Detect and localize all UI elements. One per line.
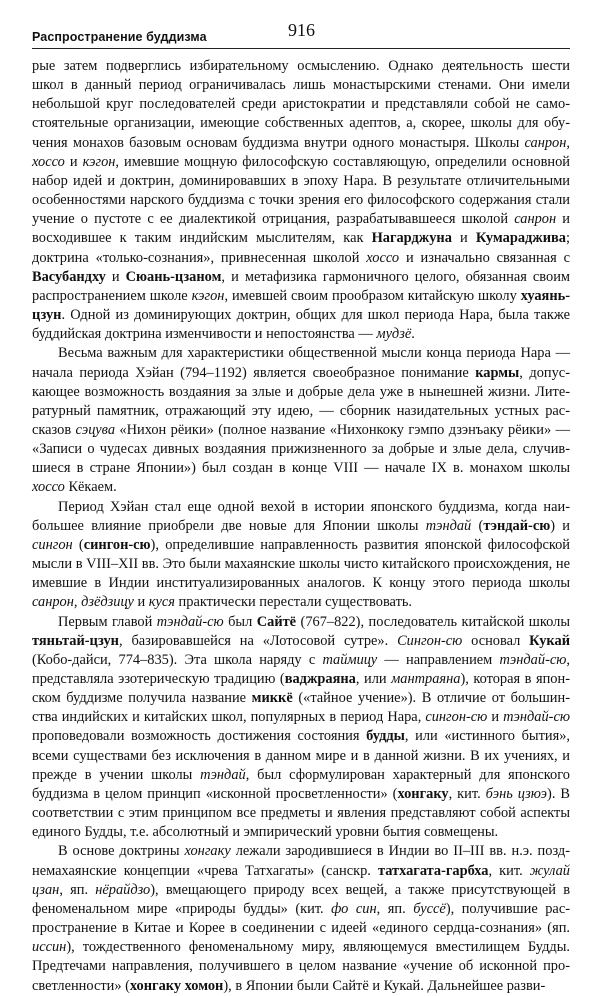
- text-run: , яп.: [59, 881, 96, 898]
- text-run: (767–822), последователь китайской школы: [296, 613, 570, 630]
- bold-term: татхагата-гарбха: [377, 862, 489, 879]
- bold-term: миккё: [251, 690, 293, 707]
- text-run: , имевшие мощную философскую составляющую, определили основной набор идей и доктрин, доминировавших в эпоху Нара. В результате отличительными особенностями нарского буддизма с точки зрения его философского содержания стали учение о пустоте с ее диалектикой отрицания, разрабатывавшееся школой: [32, 153, 570, 228]
- paragraph: [32, 498, 570, 613]
- text-run: и: [105, 268, 126, 285]
- text-run: и изначально связанная с: [399, 249, 570, 266]
- italic-term: Сингон-сю: [397, 632, 463, 649]
- text-run: .: [411, 326, 415, 343]
- italic-term: таймицу: [322, 651, 378, 668]
- bold-term: хонгаку: [397, 785, 449, 802]
- body-text: [32, 57, 570, 996]
- text-run: (: [471, 517, 484, 534]
- italic-term: тэндай: [425, 517, 472, 534]
- text-run: практически перестали существовать.: [174, 594, 413, 611]
- bold-term: хонгаку хомон: [129, 977, 224, 994]
- paragraph: [32, 613, 570, 843]
- text-run: ; доктрина «только-сознания», привнесенная школой: [32, 230, 570, 266]
- paragraph: [32, 57, 570, 344]
- text-run: , кит.: [488, 862, 530, 879]
- italic-term: тэндай-сю: [499, 651, 567, 668]
- text-run: ), в Японии были Сайтё и Кукай. Дальнейшее разви-: [223, 977, 546, 994]
- italic-term: куся: [148, 594, 175, 611]
- running-section-title: Распространение буддизма: [32, 30, 207, 44]
- text-run: и: [451, 230, 476, 247]
- italic-term: нёрайдзо: [95, 881, 151, 898]
- text-run: ), которая в японском буддизме получила название: [32, 671, 570, 707]
- italic-term: хоссо: [32, 479, 65, 496]
- italic-term: кэгон: [82, 153, 116, 170]
- text-run: , имевшей своим прообразом китайскую школу: [224, 287, 521, 304]
- text-run: ), вмещающего природу всех вещей, а также присутствующей в феноменальном мире «природы будды» (кит.: [32, 881, 570, 917]
- bold-term: Кукай: [529, 632, 570, 649]
- text-run: (: [72, 536, 84, 553]
- italic-term: санрон: [524, 134, 567, 151]
- italic-term: бэнь цзюэ: [485, 785, 548, 802]
- text-run: . Одной из доминирующих доктрин, общих для школ периода Нара, была также буддийская доктрина изменчивости и непостоянства —: [32, 307, 570, 343]
- bold-term: сингон-сю: [83, 536, 151, 553]
- italic-term: иссин: [32, 939, 67, 956]
- text-run: ), получившие распространение в Китае и Корее в соединении с идеей «единого сердца-сознания» (яп.: [32, 900, 571, 937]
- text-run: ,: [566, 134, 570, 151]
- text-run: «Нихон рёики» (полное название «Нихонкоку гэмпо дзэнъаку рёики» — «Записи о чудесах дивных воздаяния прижизненного за добрые и злые дела, случившиеся в стране Японии») был создан в конце VIII — начале IX в. монахом школы: [32, 421, 570, 477]
- text-run: , яп.: [376, 900, 414, 917]
- text-run: и: [64, 153, 83, 170]
- bold-term: хуаянь-цзун: [32, 287, 571, 324]
- text-run: ), тождественного феноменальному миру, являющемуся вместилищем Будды. Предтечами направления, получившего в целом название «учение об исконной просветленности» (: [32, 939, 570, 994]
- text-run: и: [133, 594, 149, 611]
- italic-term: хоссо: [32, 153, 65, 170]
- text-run: Период Хэйан стал еще одной вехой в истории японского буддизма, когда наибольшее влияние приобрели две новые для Японии школы: [32, 498, 570, 534]
- paragraph: [32, 344, 570, 497]
- text-run: ). В соответствии с этим принципом все предметы и явления представляют собой аспекты единого Будды, т.е. абсолютный и эмпирический уровни бытия совмещены.: [32, 785, 570, 841]
- paragraph: [32, 842, 570, 995]
- text-run: , допускающее возможность воздаяния за злые и добрые дела уже в нынешней жизни. Литературный памятник, отражающий эту идею, — сборник назидательных устных рассказов: [32, 364, 570, 438]
- text-run: , базировавшейся на «Лотосовой сутре».: [118, 632, 398, 649]
- page-number: 916: [288, 20, 315, 40]
- text-run: — направлением: [377, 651, 500, 668]
- bold-term: ваджраяна: [284, 671, 356, 687]
- text-run: был: [223, 613, 257, 630]
- text-run: (Кобо-дайси, 774–835). Эта школа наряду с: [32, 651, 323, 668]
- bold-term: Васубандху: [32, 268, 106, 285]
- text-run: В основе доктрины: [58, 843, 185, 860]
- italic-term: тэндай: [200, 766, 246, 783]
- italic-term: тэндай-сю: [503, 709, 570, 726]
- italic-term: санрон: [514, 211, 557, 228]
- italic-term: мантраяна: [391, 671, 461, 687]
- text-run: ), определившие направленность развития японской философской мысли в VIII–XII вв. Это были махаянские школы чисто китайского происхождения, не имевшие в Индии институализированных аналогов. К концу этого периода школы: [32, 536, 571, 592]
- italic-term: кэгон: [191, 287, 225, 304]
- italic-term: тэндай-сю: [156, 613, 224, 630]
- bold-term: кармы: [475, 364, 520, 381]
- text-run: проповедовали возможность достижения состояния: [32, 728, 367, 745]
- italic-term: жулай цзан: [32, 862, 570, 898]
- italic-term: сэцува: [75, 421, 116, 438]
- text-run: Кёкаем.: [64, 479, 117, 496]
- bold-term: Сайтё: [256, 613, 297, 630]
- bold-term: тэндай-сю: [483, 517, 551, 534]
- text-run: , или: [355, 671, 392, 687]
- italic-term: хонгаку: [184, 843, 231, 860]
- bold-term: Сюань-цзаном: [125, 268, 222, 285]
- text-run: Весьма важным для характеристики общественной мысли конца периода Нара — начала периода Хэйан (794–1192) является своеобразное понимание: [32, 345, 570, 381]
- text-run: , представляла эзотерическую традицию (: [32, 651, 570, 687]
- text-run: основал: [462, 632, 530, 649]
- bold-term: Нагарджуна: [371, 230, 452, 247]
- italic-term: сингон: [32, 536, 73, 553]
- text-run: и восходившее к таким индийским мыслителям, как: [32, 211, 570, 247]
- italic-term: фо син: [331, 900, 377, 917]
- bold-term: Кумараджива: [475, 230, 566, 247]
- text-run: рые затем подверглись избирательному осмыслению. Однако деятельность шести школ в данный период ограничивалась лишь монастырскими стенами. Они имели небольшой круг последователей среди аристократии и представляли собой не самостоятельные организации, имеющие собственных адептов, а, скорее, школы для обучения монахов базовым основам буддизма внутри одного монастыря. Школы: [32, 58, 570, 151]
- italic-term: хоссо: [366, 249, 400, 266]
- text-run: («тайное учение»). В отличие от большинства индийских и китайских школ, популярных в период Нара,: [32, 690, 570, 726]
- bold-term: тяньтай-цзун: [32, 632, 119, 649]
- text-run: лежали зародившиеся в Индии во II–III вв. н.э. позднемахаянские концепции «чрева Татхагаты» (санскр.: [32, 843, 570, 879]
- italic-term: сингон-сю: [425, 709, 488, 726]
- bold-term: будды: [366, 728, 405, 745]
- italic-term: санрон, дзёдзицу: [32, 594, 134, 611]
- text-run: Первым главой: [58, 613, 157, 630]
- text-run: , кит.: [448, 785, 486, 802]
- text-run: , или «истинного бытия», всеми существами без исключения в данном мире и в данной жизни. В их учениях, и прежде в учении школы: [32, 728, 570, 783]
- text-run: и: [487, 709, 504, 726]
- text-run: , и метафизика гармоничного целого, обязанная своим распространением школе: [32, 268, 571, 304]
- italic-term: мудзё: [376, 326, 412, 343]
- text-run: ) и: [550, 517, 571, 534]
- text-run: , был сформулирован характерный для японского буддизма в целом принцип «исконной просветленности» (: [32, 766, 570, 802]
- italic-term: буссё: [413, 900, 446, 917]
